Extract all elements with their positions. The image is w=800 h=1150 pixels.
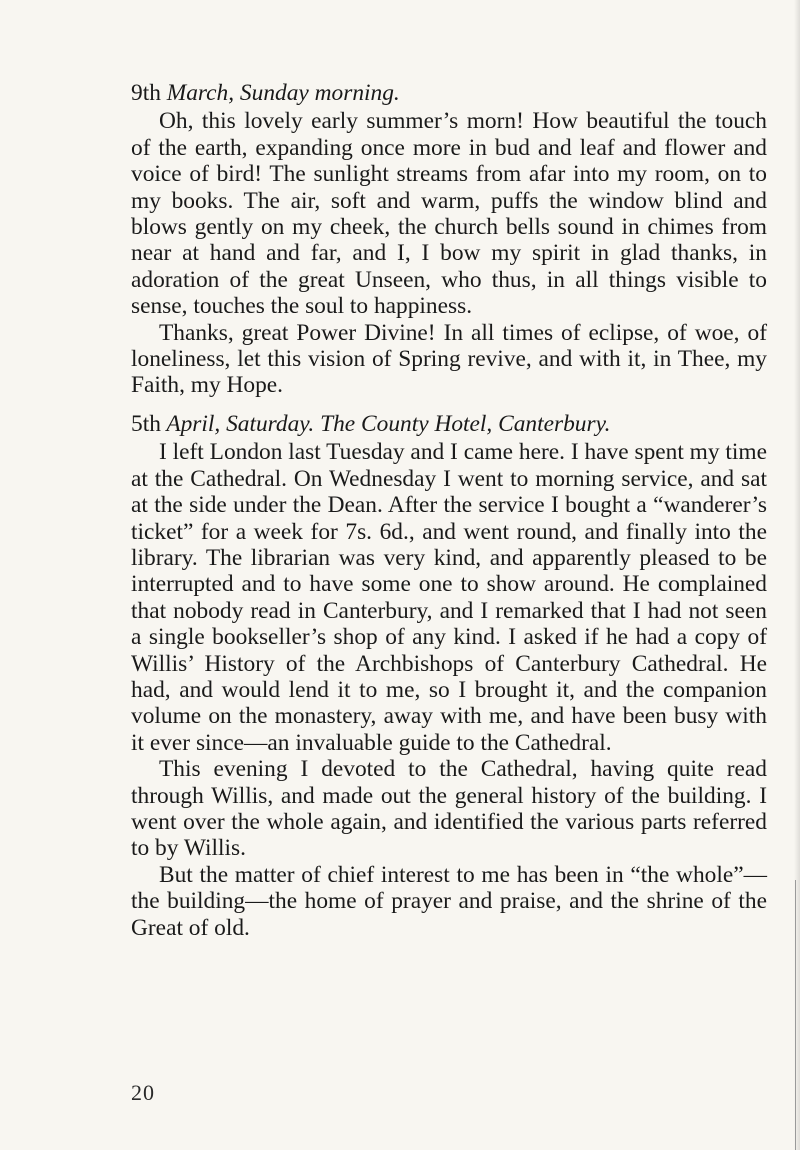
entry-heading-march <box>131 80 767 106</box>
paragraph: This evening I devoted to the Cathedral, having quite read through Willis, and made out the general history of the building. I went over the whole again, and identified the various parts referred to by Willis. <box>131 756 767 862</box>
paragraph: But the matter of chief interest to me has been in “the whole”—the building—the home of prayer and praise, and the shrine of the Great of old. <box>131 861 767 941</box>
page-number: 20 <box>131 1080 155 1105</box>
paragraph: I left London last Tuesday and I came here. I have spent my time at the Cathedral. On Wednesday I went to morning service, and sat at the side under the Dean. After the service I bought a “wanderer’s ticket” for a week for 7s. 6d., and went round, and finally into the library. The librarian was very kind, and apparently pleased to be interrupted and to have some one to show around. He complained that nobody read in Canterbury, and I remarked that I had not seen a single bookseller’s shop of any kind. I asked if he had a copy of Willis’ History of the Archbishops of Canterbury Cathedral. He had, and would lend it to me, so I brought it, and the companion volume on the monastery, away with me, and have been busy with it ever since—an invaluable guide to the Cathedral. <box>131 439 767 756</box>
entry-date-number: 9th <box>131 80 161 106</box>
entry-date-number: 5th <box>131 410 161 437</box>
page-edge-line <box>795 880 796 1150</box>
paragraph: Thanks, great Power Divine! In all times of eclipse, of woe, of loneliness, let this vision of Spring revive, and with it, in Thee, my Faith, my Hope. <box>131 319 767 399</box>
entry-date-text: March, Sunday morning. <box>160 80 400 106</box>
diary-text <box>131 80 767 941</box>
entry-date-text: April, Saturday. The County Hotel, Canterbury. <box>160 410 611 437</box>
entry-heading-april <box>131 411 767 437</box>
paragraph: Oh, this lovely early summer’s morn! How beautiful the touch of the earth, expanding once more in bud and leaf and flower and voice of bird! The sunlight streams from afar into my room, on to my books. The air, soft and warm, puffs the window blind and blows gently on my cheek, the church bells sound in chimes from near at hand and far, and I, I bow my spirit in glad thanks, in adoration of the great Unseen, who thus, in all things visible to sense, touches the soul to happiness. <box>131 108 767 320</box>
